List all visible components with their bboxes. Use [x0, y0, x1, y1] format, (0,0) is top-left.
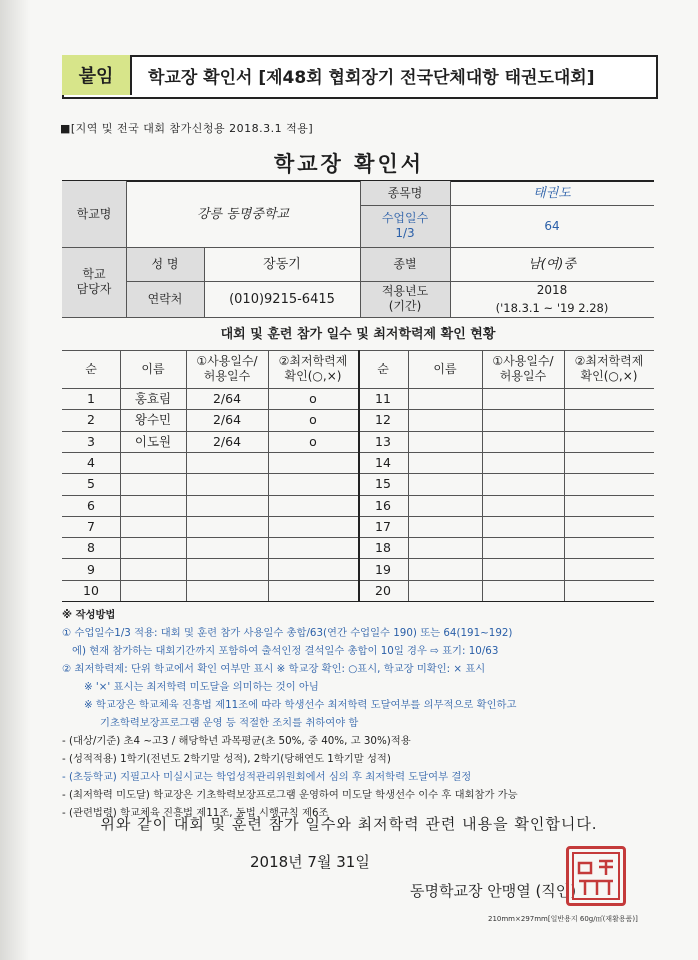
days-used: 2/64	[212, 391, 242, 407]
row-number: 18	[375, 540, 391, 556]
header-days-right: ①사용일수/ 허용일수	[492, 354, 554, 383]
row-number: 12	[375, 412, 391, 428]
table-title: 대회 및 훈련 참가 일수 및 최저학력제 확인 현황	[220, 326, 496, 342]
row-number: 9	[87, 561, 95, 577]
instruction-line: - (초등학교) 지필고사 미실시교는 학업성적관리위원회에서 심의 후 최저학력 도달여부 결정	[62, 771, 472, 783]
instruction-line: ※ '×' 표시는 최저학력 미도달을 의미하는 것이 아님	[84, 681, 319, 693]
header-name-right: 이름	[433, 361, 457, 376]
instruction-line: 에) 현재 참가하는 대회기간까지 포함하여 출석인정 결석일수 총합이 10일 경우 ⇨ 표기: 10/63	[72, 645, 499, 657]
min-academic-check	[268, 537, 358, 558]
row-number: 8	[87, 540, 95, 556]
instruction-line: - (대상/기준) 초4 ~고3 / 해당학년 과목평균(초 50%, 중 40%, 고 30%)적용	[62, 735, 411, 747]
min-academic-check	[268, 558, 358, 579]
days-used	[186, 558, 268, 579]
student-name: 왕수민	[134, 412, 172, 428]
student-name	[120, 495, 186, 516]
days-used	[186, 495, 268, 516]
official-seal-icon	[566, 846, 626, 906]
instruction-line: 기초학력보장프로그램 운영 등 적절한 조치를 취하여야 함	[100, 717, 359, 729]
row-number: 1	[87, 391, 95, 407]
days-used	[186, 473, 268, 494]
student-name	[120, 516, 186, 537]
student-name	[120, 452, 186, 473]
student-name: 홍효림	[134, 391, 172, 407]
days-used	[186, 516, 268, 537]
row-number: 5	[87, 476, 95, 492]
row-number: 3	[87, 433, 95, 449]
row-number: 2	[87, 412, 95, 428]
gender-label: 종별	[360, 247, 450, 281]
min-academic-check: o	[309, 412, 317, 428]
min-academic-check: o	[309, 433, 317, 449]
school-value: 강릉 동명중학교	[196, 206, 290, 222]
header-name-left: 이름	[141, 361, 165, 376]
instruction-line: ② 최저학력제: 단위 학교에서 확인 여부만 표시 ※ 학교장 확인: ○표시, 학교장 미확인: × 표시	[62, 663, 486, 675]
student-name	[120, 473, 186, 494]
row-number: 10	[83, 582, 99, 598]
instruction-line: ① 수업일수1/3 적용: 대회 및 훈련 참가 사용일수 총합/63(연간 수업일수 190) 또는 64(191~192)	[62, 627, 513, 639]
principal-signature: 동명학교장 안맹열 (직인)	[410, 882, 577, 900]
header-title: 학교장 확인서 [제48회 협회장기 전국단체대항 태권도대회]	[148, 67, 595, 88]
participation-table	[62, 350, 654, 602]
student-name	[120, 580, 186, 601]
row-number: 14	[375, 455, 391, 471]
row-number: 20	[375, 582, 391, 598]
min-academic-check	[268, 452, 358, 473]
name-value: 장동기	[263, 256, 301, 272]
instruction-line: ※ 학교장은 학교체육 진흥법 제11조에 따라 학생선수 최저학력 도달여부를 의무적으로 확인하고	[84, 699, 517, 711]
year-value: 2018	[536, 282, 568, 297]
row-number: 7	[87, 518, 95, 534]
header-no-right: 순	[377, 361, 389, 376]
days-used: 2/64	[212, 412, 242, 428]
min-academic-check	[268, 516, 358, 537]
min-academic-check	[268, 473, 358, 494]
days-value: 64	[544, 218, 560, 233]
instruction-line: ※ 작성방법	[62, 609, 116, 621]
instruction-line: - (최저학력 미도달) 학교장은 기초학력보장프로그램 운영하여 미도달 학생선수 이수 후 대회참가 가능	[62, 789, 518, 801]
paper-spec-note: 210mm×297mm[일반용지 60g/㎡(재활용품)]	[488, 915, 638, 923]
min-academic-check	[268, 580, 358, 601]
year-label: 적용년도 (기간)	[360, 281, 450, 317]
contact-label: 연락처	[126, 281, 204, 317]
manager-label: 학교 담당자	[62, 247, 126, 317]
student-name	[120, 537, 186, 558]
row-number: 13	[375, 433, 391, 449]
header-check-right: ②최저학력제 확인(○,×)	[574, 354, 644, 383]
student-name: 이도원	[134, 433, 172, 449]
days-used	[186, 580, 268, 601]
days-used: 2/64	[212, 433, 242, 449]
row-number: 6	[87, 497, 95, 513]
header-check-left: ②최저학력제 확인(○,×)	[278, 354, 348, 383]
row-number: 11	[375, 391, 391, 407]
header-no-left: 순	[85, 361, 97, 376]
row-number: 4	[87, 455, 95, 471]
issue-date: 2018년 7월 31일	[250, 853, 370, 871]
row-number: 16	[375, 497, 391, 513]
days-label: 수업일수 1/3	[360, 205, 450, 247]
min-academic-check: o	[309, 391, 317, 407]
days-used	[186, 537, 268, 558]
header-days-left: ①사용일수/ 허용일수	[196, 354, 258, 383]
row-number: 15	[375, 476, 391, 492]
period-value: ('18.3.1 ~ '19 2.28)	[495, 300, 609, 315]
page-title: 학교장 확인서	[273, 152, 425, 176]
confirmation-statement: 위와 같이 대회 및 훈련 참가 일수와 최저학력 관련 내용을 확인합니다.	[100, 815, 598, 833]
event-label: 종목명	[360, 181, 450, 205]
student-name	[120, 558, 186, 579]
school-label: 학교명	[62, 181, 126, 247]
row-number: 17	[375, 518, 391, 534]
attachment-tag: 붙임	[62, 55, 132, 95]
row-number: 19	[375, 561, 391, 577]
instruction-line: - (관련법령) 학교체육 진흥법 제11조, 동법 시행규칙 제6조	[62, 807, 329, 819]
gender-value: 남(여)중	[528, 256, 576, 272]
event-value: 태권도	[533, 185, 571, 201]
writing-instructions	[62, 606, 662, 822]
name-label: 성 명	[126, 247, 204, 281]
instruction-line: - (성적적용) 1학기(전년도 2학기말 성적), 2학기(당해연도 1학기말 성적)	[62, 753, 391, 765]
contact-value: (010)9215-6415	[229, 291, 335, 307]
application-note: ■[지역 및 전국 대회 참가신청용 2018.3.1 적용]	[60, 122, 314, 135]
days-used	[186, 452, 268, 473]
min-academic-check	[268, 495, 358, 516]
